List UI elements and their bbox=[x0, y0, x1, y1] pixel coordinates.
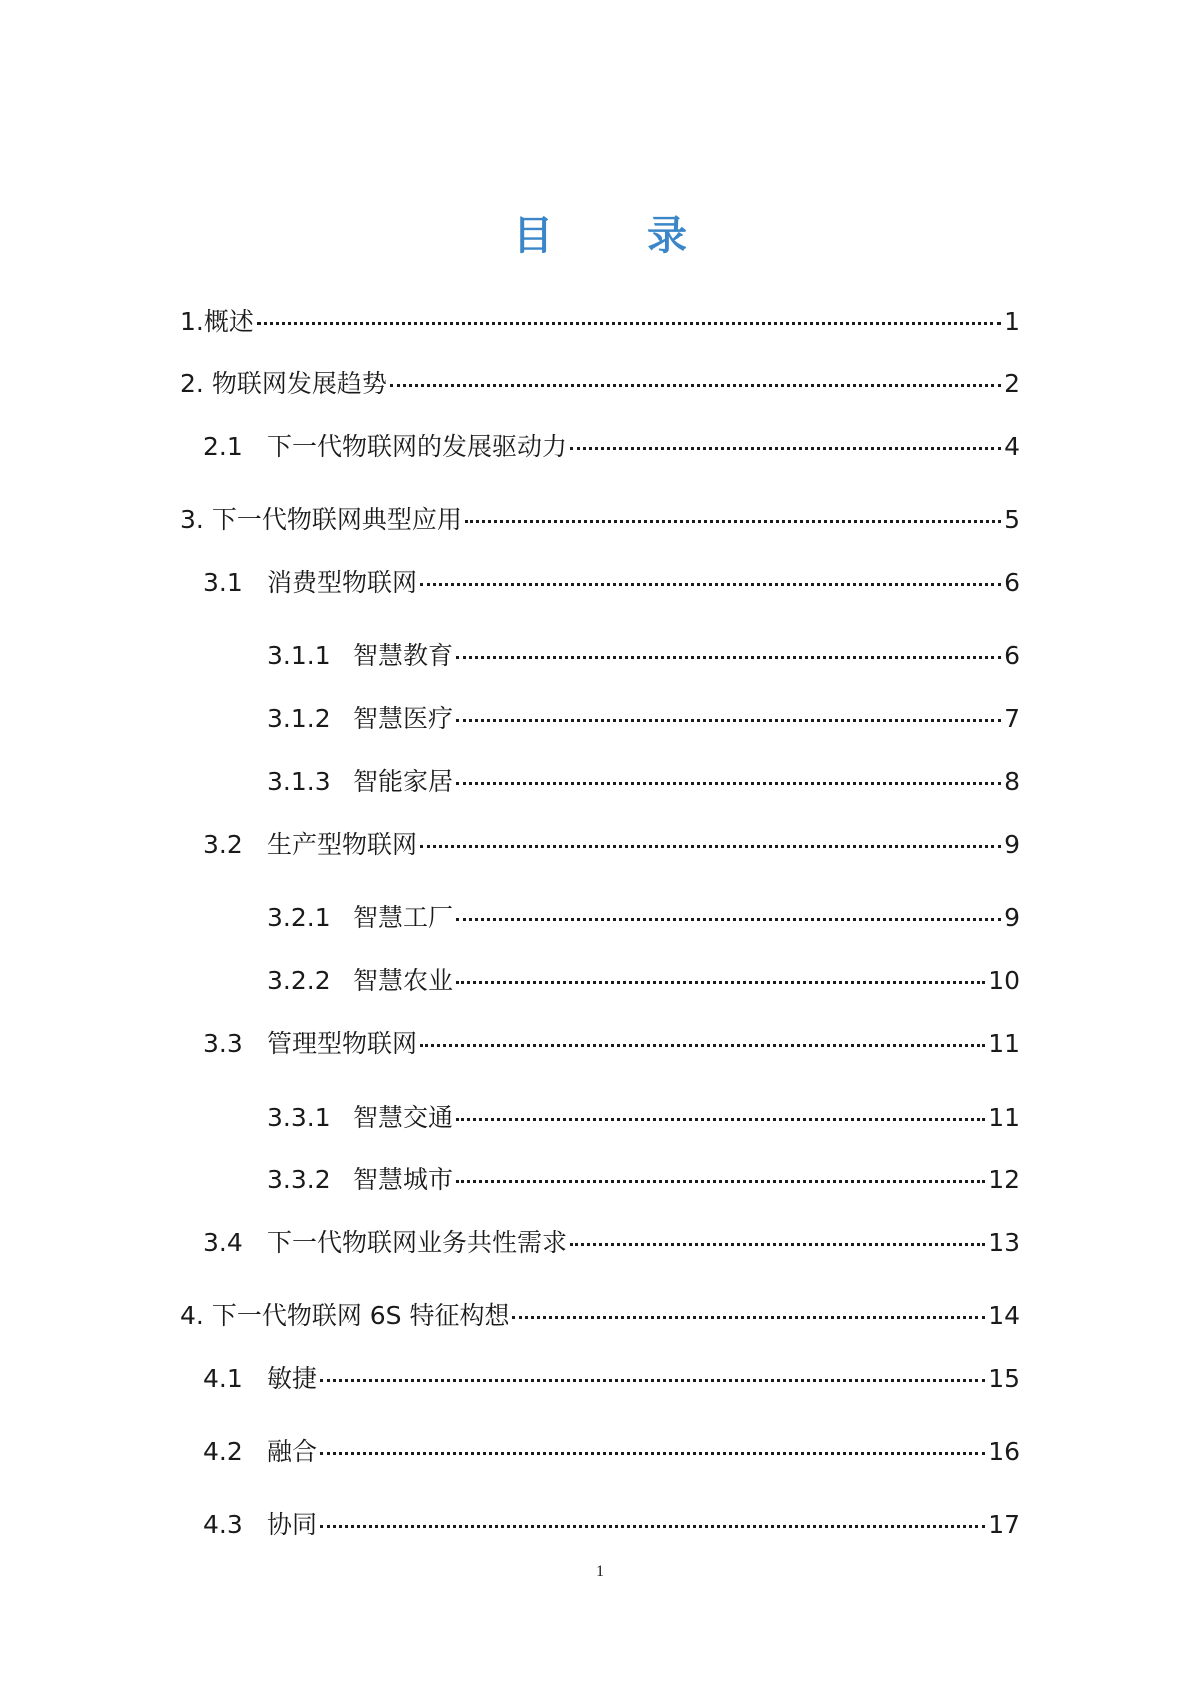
toc-entry-number: 3.1.3 bbox=[267, 767, 331, 796]
dot-leader bbox=[465, 520, 1001, 523]
toc-entry[interactable] bbox=[203, 1434, 1020, 1470]
toc-entry-page: 13 bbox=[988, 1228, 1020, 1257]
toc-entry[interactable] bbox=[203, 1507, 1020, 1543]
toc-entry-title: 智慧城市 bbox=[353, 1165, 454, 1194]
toc-entry-title: 消费型物联网 bbox=[267, 568, 418, 597]
toc-entry[interactable] bbox=[180, 502, 1020, 538]
toc-entry[interactable] bbox=[267, 638, 1020, 674]
dot-leader bbox=[257, 322, 1001, 325]
toc-entry[interactable] bbox=[267, 1162, 1020, 1198]
toc-entry-page: 4 bbox=[1004, 432, 1020, 461]
toc-entry-title: 智慧教育 bbox=[353, 641, 454, 670]
toc-entry[interactable] bbox=[267, 701, 1020, 737]
toc-entry-title: 智能家居 bbox=[353, 767, 454, 796]
toc-entry-number: 2. bbox=[180, 369, 212, 398]
toc-entry-title: 下一代物联网的发展驱动力 bbox=[267, 432, 568, 461]
toc-entry-title: 智慧交通 bbox=[353, 1103, 454, 1132]
toc-entry-title: 物联网发展趋势 bbox=[211, 369, 387, 398]
dot-leader bbox=[456, 782, 1001, 785]
toc-entry-number: 3.4 bbox=[203, 1228, 243, 1257]
dot-leader bbox=[570, 1243, 985, 1246]
dot-leader bbox=[320, 1525, 985, 1528]
dot-leader bbox=[570, 447, 1001, 450]
dot-leader bbox=[456, 1180, 985, 1183]
toc-entry-page: 11 bbox=[988, 1029, 1020, 1058]
dot-leader bbox=[320, 1379, 985, 1382]
toc-entry-title: 下一代物联网业务共性需求 bbox=[267, 1228, 568, 1257]
toc-entry-page: 16 bbox=[988, 1437, 1020, 1466]
toc-entry[interactable] bbox=[267, 900, 1020, 936]
toc-entry-page: 12 bbox=[988, 1165, 1020, 1194]
toc-entry[interactable] bbox=[203, 1026, 1020, 1062]
dot-leader bbox=[456, 981, 985, 984]
toc-entry-title: 智慧工厂 bbox=[353, 903, 454, 932]
toc-entry-page: 14 bbox=[988, 1301, 1020, 1330]
toc-entry[interactable] bbox=[180, 1298, 1020, 1334]
toc-entry-number: 3.1.2 bbox=[267, 704, 331, 733]
toc-entry-title: 智慧农业 bbox=[353, 966, 454, 995]
toc-entry-page: 17 bbox=[988, 1510, 1020, 1539]
toc-entry[interactable] bbox=[180, 366, 1020, 402]
toc-entry-number: 3.1.1 bbox=[267, 641, 331, 670]
dot-leader bbox=[420, 845, 1001, 848]
toc-entry[interactable] bbox=[267, 963, 1020, 999]
toc-entry-page: 1 bbox=[1004, 307, 1020, 336]
toc-entry[interactable] bbox=[267, 1100, 1020, 1136]
toc-entry-number: 3. bbox=[180, 505, 212, 534]
toc-entry-page: 7 bbox=[1004, 704, 1020, 733]
dot-leader bbox=[512, 1316, 985, 1319]
toc-entry[interactable] bbox=[203, 1225, 1020, 1261]
toc-entry-title: 智慧医疗 bbox=[353, 704, 454, 733]
dot-leader bbox=[320, 1452, 985, 1455]
page-number: 1 bbox=[596, 1563, 604, 1580]
toc-entry-title: 下一代物联网典型应用 bbox=[211, 505, 462, 534]
toc-entry-title: 生产型物联网 bbox=[267, 830, 418, 859]
toc-entry-number: 4.1 bbox=[203, 1364, 243, 1393]
dot-leader bbox=[456, 719, 1001, 722]
toc-entry-page: 8 bbox=[1004, 767, 1020, 796]
toc-entry-title: 协同 bbox=[267, 1510, 318, 1539]
toc-entry-number: 3.2.1 bbox=[267, 903, 331, 932]
dot-leader bbox=[420, 583, 1001, 586]
dot-leader bbox=[420, 1044, 985, 1047]
dot-leader bbox=[456, 656, 1001, 659]
toc-entry-title: 管理型物联网 bbox=[267, 1029, 418, 1058]
toc-entry-title: 融合 bbox=[267, 1437, 318, 1466]
toc-entry-number: 3.3.2 bbox=[267, 1165, 331, 1194]
toc-entry-page: 15 bbox=[988, 1364, 1020, 1393]
dot-leader bbox=[456, 1118, 985, 1121]
toc-entry[interactable] bbox=[180, 304, 1020, 340]
toc-entry-number: 3.2 bbox=[203, 830, 243, 859]
toc-entry-page: 2 bbox=[1004, 369, 1020, 398]
toc-entry-page: 9 bbox=[1004, 830, 1020, 859]
toc-entry-page: 6 bbox=[1004, 568, 1020, 597]
toc-entry[interactable] bbox=[203, 565, 1020, 601]
toc-entry-number: 2.1 bbox=[203, 432, 243, 461]
toc-entry-title: 概述 bbox=[203, 307, 254, 336]
toc-entry-page: 9 bbox=[1004, 903, 1020, 932]
toc-entry-title: 下一代物联网 6S 特征构想 bbox=[211, 1301, 510, 1330]
toc-entry-number: 3.2.2 bbox=[267, 966, 331, 995]
toc-entry[interactable] bbox=[203, 429, 1020, 465]
toc-entry-number: 4.2 bbox=[203, 1437, 243, 1466]
toc-entry-page: 5 bbox=[1004, 505, 1020, 534]
toc-entry-page: 10 bbox=[988, 966, 1020, 995]
toc-entry[interactable] bbox=[203, 827, 1020, 863]
toc-entry-title: 敏捷 bbox=[267, 1364, 318, 1393]
toc-entry-page: 11 bbox=[988, 1103, 1020, 1132]
toc-entry-number: 1. bbox=[180, 307, 204, 336]
toc-entry-number: 3.3 bbox=[203, 1029, 243, 1058]
dot-leader bbox=[390, 384, 1001, 387]
toc-title: 目 录 bbox=[513, 213, 727, 259]
toc-entry-number: 4.3 bbox=[203, 1510, 243, 1539]
toc-entry-number: 3.1 bbox=[203, 568, 243, 597]
toc-entry-page: 6 bbox=[1004, 641, 1020, 670]
toc-entry[interactable] bbox=[203, 1361, 1020, 1397]
toc-entry-number: 3.3.1 bbox=[267, 1103, 331, 1132]
toc-entry-number: 4. bbox=[180, 1301, 212, 1330]
dot-leader bbox=[456, 918, 1001, 921]
toc-entry[interactable] bbox=[267, 764, 1020, 800]
